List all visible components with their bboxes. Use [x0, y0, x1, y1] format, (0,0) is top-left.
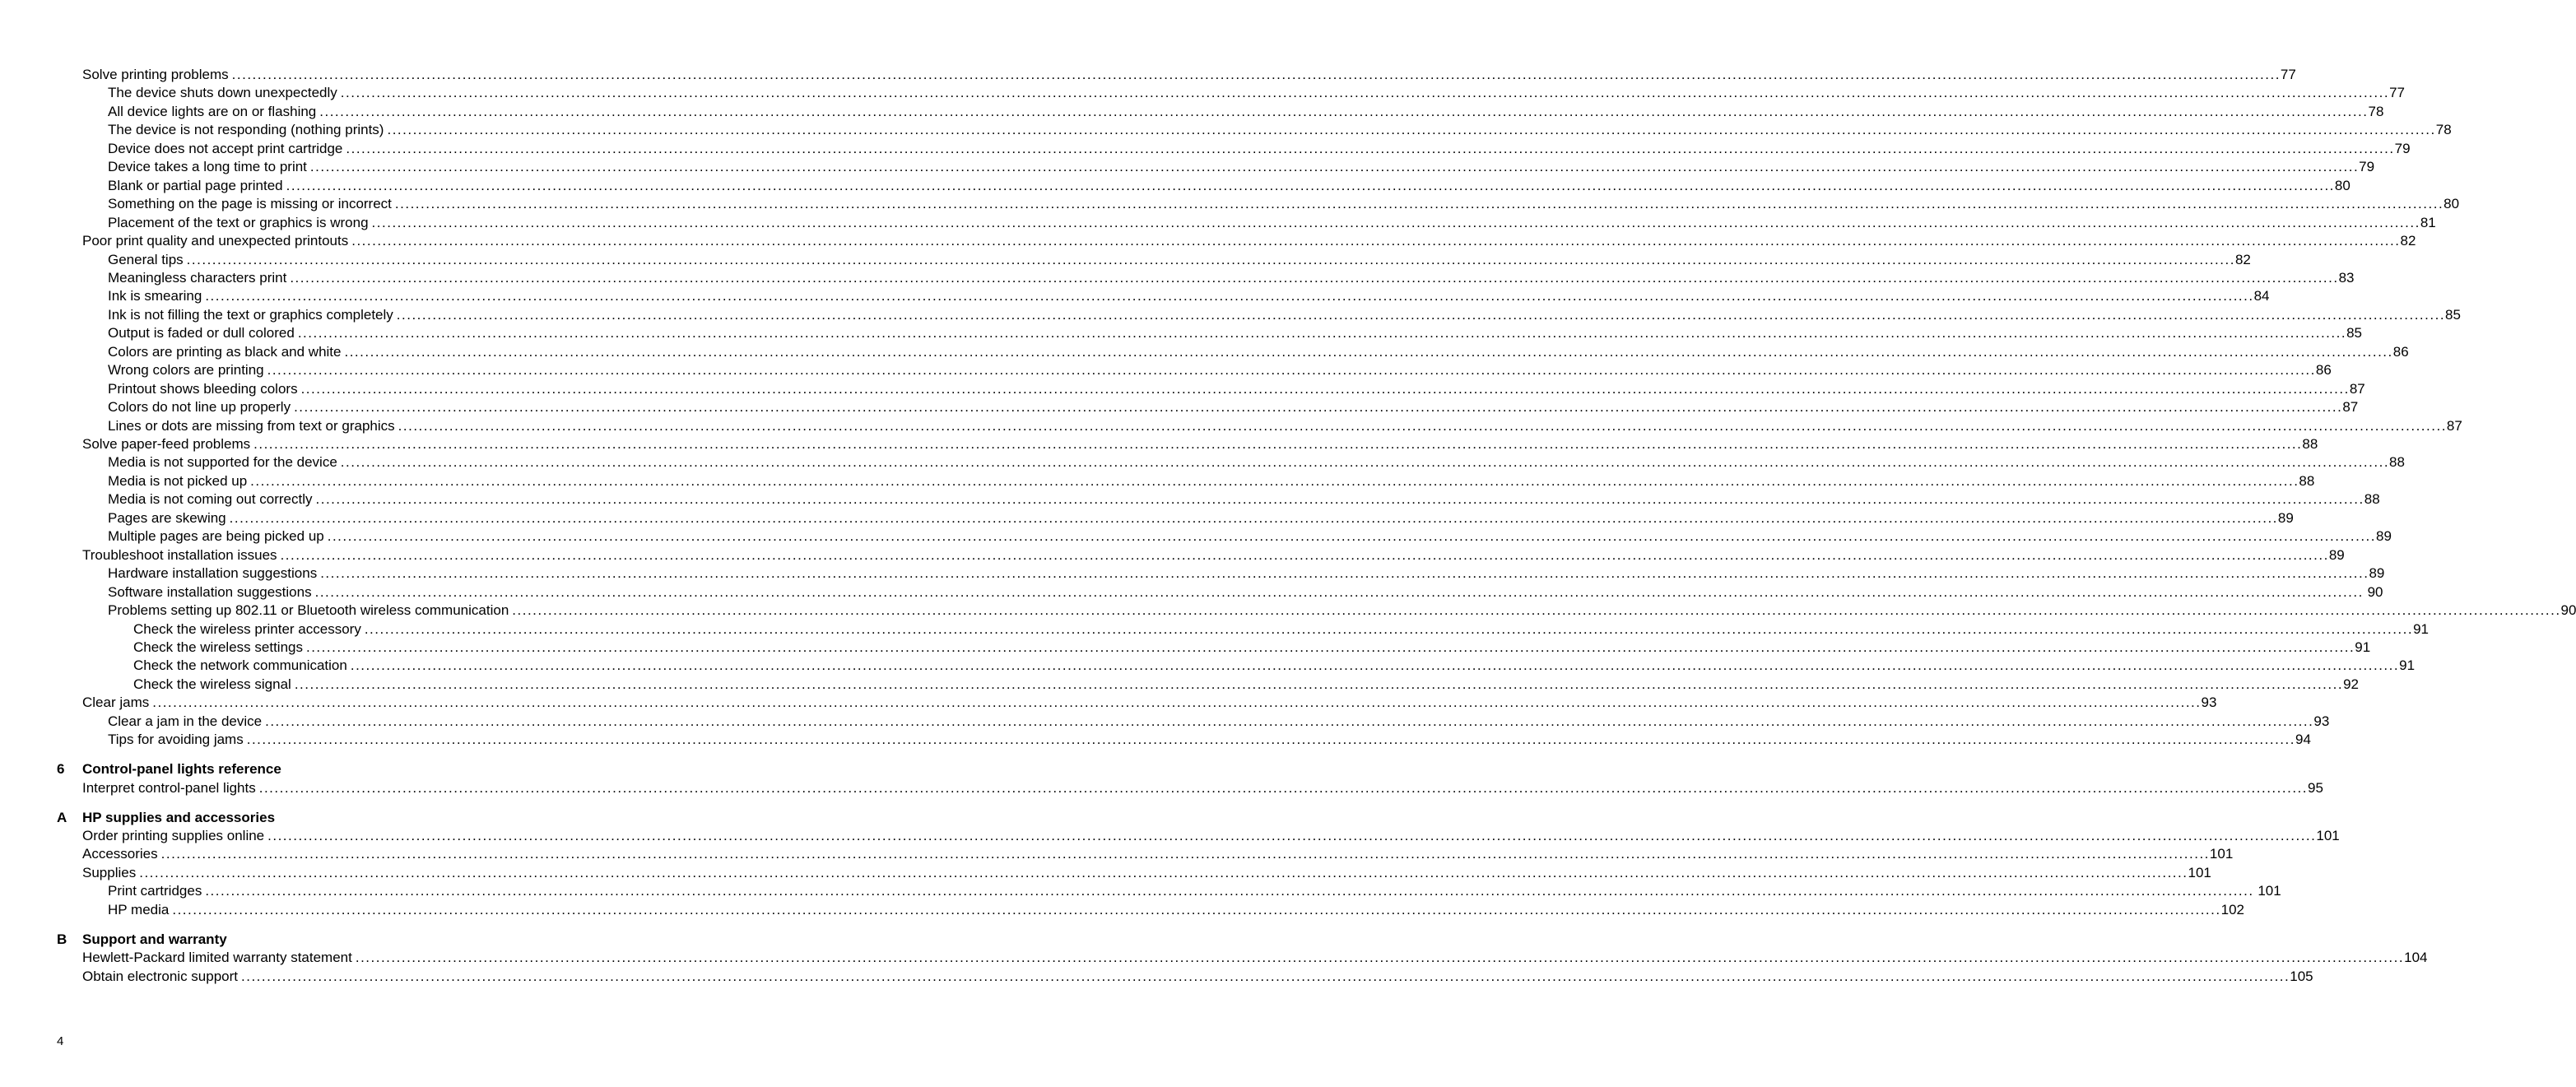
toc-entry-label: Device takes a long time to print: [108, 159, 307, 175]
toc-entry[interactable]: [108, 398, 2359, 416]
toc-entry-page-number: 78: [2368, 103, 2384, 119]
toc-entry[interactable]: [82, 232, 2416, 250]
toc-entry-label: Media is not coming out correctly: [108, 491, 313, 508]
dot-leader: ................................................................................................................................................................................................................................................................................................................................................................................................................: [305, 639, 2355, 655]
dot-leader: ................................................................................................................................................................................................................................................................................................................................................................................................................: [315, 491, 2364, 508]
dot-leader: ................................................................................................................................................................................................................................................................................................................................................................................................................: [258, 779, 2308, 796]
dot-leader: ................................................................................................................................................................................................................................................................................................................................................................................................................: [246, 732, 2295, 748]
toc-entry-label: All device lights are on or flashing: [108, 103, 317, 119]
toc-entry-page-number: 83: [2338, 269, 2355, 286]
toc-entry-label: General tips: [108, 251, 184, 267]
toc-entry-label: Blank or partial page printed: [108, 177, 283, 193]
toc-entry-page-number: 89: [2277, 509, 2294, 526]
dot-leader: ................................................................................................................................................................................................................................................................................................................................................................................................................: [394, 196, 2444, 212]
dot-leader: ................................................................................................................................................................................................................................................................................................................................................................................................................: [320, 565, 2369, 582]
toc-entry[interactable]: [82, 546, 2345, 564]
toc-entry-label: Printout shows bleeding colors: [108, 380, 298, 397]
toc-entry[interactable]: [108, 583, 2383, 602]
toc-entry[interactable]: [108, 361, 2332, 379]
toc-entry[interactable]: [82, 968, 2313, 986]
dot-leader: ................................................................................................................................................................................................................................................................................................................................................................................................................: [300, 380, 2350, 397]
dot-leader: ................................................................................................................................................................................................................................................................................................................................................................................................................: [241, 968, 2290, 984]
dot-leader: ................................................................................................................................................................................................................................................................................................................................................................................................................: [340, 85, 2390, 101]
toc-entry[interactable]: [82, 845, 2234, 863]
toc-entry[interactable]: [108, 140, 2411, 158]
toc-entry[interactable]: [82, 435, 2318, 453]
chapter-heading: [0, 760, 785, 778]
dot-leader: ................................................................................................................................................................................................................................................................................................................................................................................................................: [340, 454, 2390, 471]
toc-entry[interactable]: [108, 158, 2375, 176]
dot-leader: ................................................................................................................................................................................................................................................................................................................................................................................................................: [286, 177, 2335, 193]
dot-leader: ................................................................................................................................................................................................................................................................................................................................................................................................................: [346, 140, 2395, 156]
toc-entry[interactable]: [108, 121, 2452, 139]
toc-entry-page-number: 88: [2299, 472, 2315, 489]
toc-entry-label: Meaningless characters print: [108, 269, 287, 286]
dot-leader: ................................................................................................................................................................................................................................................................................................................................................................................................................: [267, 828, 2317, 843]
toc-entry[interactable]: [108, 472, 2315, 490]
toc-entry[interactable]: [82, 827, 2340, 845]
toc-entry[interactable]: [108, 343, 2409, 361]
toc-entry-page-number: 78: [2435, 122, 2452, 138]
toc-entry-page-number: 92: [2343, 676, 2359, 692]
toc-entry-page-number: 89: [2369, 565, 2385, 582]
toc-entry-label: Troubleshoot installation issues: [82, 546, 277, 563]
toc-entry-label: Device does not accept print cartridge: [108, 140, 343, 156]
toc-entry[interactable]: [133, 657, 2416, 675]
toc-entry[interactable]: [108, 177, 2350, 195]
toc-entry-page-number: 81: [2420, 214, 2436, 230]
chapter-number: A: [57, 809, 67, 825]
toc-entry-label: Print cartridges: [108, 883, 202, 899]
toc-entry[interactable]: [108, 306, 2461, 324]
toc-entry[interactable]: [108, 564, 2385, 583]
toc-entry-label: Colors do not line up properly: [108, 399, 291, 416]
toc-entry[interactable]: [82, 864, 2211, 882]
toc-entry[interactable]: [82, 949, 2428, 967]
toc-entry-label: Multiple pages are being picked up: [108, 528, 324, 545]
toc-entry-label: Interpret control-panel lights: [82, 779, 256, 796]
toc-entry-label: Hewlett-Packard limited warranty statement: [82, 950, 352, 966]
toc-entry-page-number: 79: [2394, 140, 2411, 156]
dot-leader: ................................................................................................................................................................................................................................................................................................................................................................................................................: [355, 950, 2405, 966]
toc-entry-label: Obtain electronic support: [82, 968, 238, 984]
toc-entry-page-number: 87: [2446, 417, 2462, 434]
toc-entry-label: Media is not picked up: [108, 472, 248, 489]
chapter-number: 6: [57, 761, 65, 778]
toc-entry-page-number: 77: [2389, 85, 2405, 101]
toc-entry[interactable]: [108, 380, 2365, 398]
dot-leader: ................................................................................................................................................................................................................................................................................................................................................................................................................: [294, 399, 2343, 416]
dot-leader: ................................................................................................................................................................................................................................................................................................................................................................................................................: [512, 602, 2561, 619]
chapter-title: Support and warranty: [82, 931, 227, 947]
dot-leader: ................................................................................................................................................................................................................................................................................................................................................................................................................: [290, 269, 2339, 286]
toc-entry-label: Output is faded or dull colored: [108, 325, 295, 341]
toc-entry-label: Supplies: [82, 864, 137, 880]
dot-leader: ................................................................................................................................................................................................................................................................................................................................................................................................................: [160, 846, 2210, 862]
toc-entry[interactable]: [108, 602, 2576, 620]
toc-entry-label: The device shuts down unexpectedly: [108, 85, 337, 101]
toc-entry[interactable]: [108, 453, 2405, 471]
toc-entry-label: Poor print quality and unexpected printouts: [82, 233, 349, 249]
toc-entry[interactable]: [108, 324, 2362, 342]
dot-leader: ................................................................................................................................................................................................................................................................................................................................................................................................................: [350, 657, 2400, 674]
dot-leader: ................................................................................................................................................................................................................................................................................................................................................................................................................: [387, 122, 2436, 138]
toc-entry-page-number: 87: [2342, 399, 2359, 416]
toc-entry-page-number: 88: [2389, 454, 2405, 471]
toc-entry-page-number: 89: [2376, 528, 2392, 545]
toc-entry-label: Problems setting up 802.11 or Bluetooth wireless communication: [108, 602, 509, 619]
toc-entry-page-number: 105: [2290, 968, 2313, 984]
toc-entry-page-number: 86: [2315, 362, 2332, 379]
toc-entry[interactable]: [108, 103, 2384, 121]
toc-entry-page-number: 91: [2399, 657, 2416, 674]
toc-entry-page-number: 85: [2346, 325, 2362, 341]
dot-leader: ................................................................................................................................................................................................................................................................................................................................................................................................................: [267, 362, 2316, 379]
dot-leader: ................................................................................................................................................................................................................................................................................................................................................................................................................: [205, 288, 2254, 304]
toc-entry-page-number: 94: [2295, 732, 2311, 748]
toc-entry-label: Ink is not filling the text or graphics completely: [108, 306, 393, 323]
toc-entry-page-number: 91: [2413, 620, 2430, 637]
toc-entry-page-number: 93: [2201, 694, 2217, 711]
toc-entry-label: Check the network communication: [133, 657, 347, 674]
dot-leader: ................................................................................................................................................................................................................................................................................................................................................................................................................: [398, 417, 2447, 434]
dot-leader: ................................................................................................................................................................................................................................................................................................................................................................................................................: [327, 528, 2376, 545]
chapter-title: HP supplies and accessories: [82, 809, 276, 825]
dot-leader: ................................................................................................................................................................................................................................................................................................................................................................................................................: [250, 472, 2299, 489]
toc-entry-label: Clear jams: [82, 694, 150, 711]
toc-entry-label: Hardware installation suggestions: [108, 565, 318, 582]
toc-entry-label: Solve printing problems: [82, 67, 229, 82]
dot-leader: ................................................................................................................................................................................................................................................................................................................................................................................................................: [280, 546, 2329, 563]
dot-leader: ................................................................................................................................................................................................................................................................................................................................................................................................................: [172, 901, 2221, 917]
toc-entry-label: Ink is smearing: [108, 288, 202, 304]
toc-entry-page-number: 91: [2355, 639, 2371, 655]
chapter-title: Control-panel lights reference: [82, 761, 281, 778]
dot-leader: ................................................................................................................................................................................................................................................................................................................................................................................................................: [265, 713, 2314, 729]
toc-entry-page-number: 90: [2560, 602, 2576, 619]
toc-entry[interactable]: [82, 66, 2296, 84]
toc-entry[interactable]: [133, 676, 2359, 694]
toc-entry-label: Solve paper-feed problems: [82, 436, 251, 452]
toc-entry[interactable]: [108, 195, 2460, 213]
toc-entry-label: Check the wireless settings: [133, 639, 303, 655]
dot-leader: ................................................................................................................................................................................................................................................................................................................................................................................................................: [364, 620, 2414, 637]
toc-entry-page-number: 101: [2253, 883, 2281, 899]
toc-entry[interactable]: [108, 287, 2270, 305]
toc-entry[interactable]: [108, 269, 2355, 287]
toc-entry-label: Wrong colors are printing: [108, 362, 264, 379]
toc-entry-label: Media is not supported for the device: [108, 454, 337, 471]
toc-entry[interactable]: [108, 214, 2436, 232]
toc-entry-label: Something on the page is missing or incorrect: [108, 196, 392, 212]
dot-leader: ................................................................................................................................................................................................................................................................................................................................................................................................................: [351, 233, 2401, 249]
toc-entry-page-number: 104: [2404, 950, 2428, 966]
toc-entry-page-number: 79: [2359, 159, 2375, 175]
toc-entry-page-number: 84: [2253, 288, 2270, 304]
toc-entry[interactable]: [82, 694, 2217, 712]
dot-leader: ................................................................................................................................................................................................................................................................................................................................................................................................................: [231, 67, 2281, 82]
page-number: 4: [57, 1034, 64, 1048]
toc-entry-page-number: 95: [2308, 779, 2323, 796]
toc-entry-page-number: 82: [2400, 233, 2416, 249]
toc-entry-page-number: 102: [2220, 901, 2244, 917]
toc-entry-page-number: 87: [2349, 380, 2365, 397]
toc-entry[interactable]: [108, 901, 2244, 919]
toc-entry-page-number: 101: [2188, 864, 2211, 880]
toc-entry-label: HP media: [108, 901, 170, 917]
dot-leader: ................................................................................................................................................................................................................................................................................................................................................................................................................: [253, 436, 2303, 452]
toc-entry-page-number: 93: [2313, 713, 2330, 729]
toc-entry[interactable]: [108, 731, 2311, 749]
toc-entry[interactable]: [133, 639, 2371, 657]
toc-entry-page-number: 80: [2443, 196, 2460, 212]
toc-entry-label: Check the wireless signal: [133, 676, 291, 692]
dot-leader: ................................................................................................................................................................................................................................................................................................................................................................................................................: [344, 343, 2393, 360]
dot-leader: ................................................................................................................................................................................................................................................................................................................................................................................................................: [186, 251, 2235, 267]
toc-entry-label: Lines or dots are missing from text or graphics: [108, 417, 395, 434]
toc-entry-page-number: 82: [2234, 251, 2251, 267]
toc-entry-page-number: 85: [2445, 306, 2461, 323]
toc-entry-label: Check the wireless printer accessory: [133, 620, 361, 637]
toc-entry[interactable]: [108, 527, 2392, 546]
dot-leader: ................................................................................................................................................................................................................................................................................................................................................................................................................: [229, 509, 2278, 526]
toc-entry-label: Accessories: [82, 846, 158, 862]
toc-entry-page-number: 86: [2392, 343, 2409, 360]
toc-entry-page-number: 101: [2316, 828, 2340, 843]
toc-entry-label: The device is not responding (nothing prints): [108, 122, 384, 138]
toc-entry[interactable]: [108, 882, 2281, 900]
dot-leader: ................................................................................................................................................................................................................................................................................................................................................................................................................: [319, 103, 2369, 119]
chapter-heading: [0, 931, 785, 949]
toc-entry[interactable]: [108, 509, 2294, 527]
toc-entry[interactable]: [133, 620, 2430, 639]
dot-leader: ................................................................................................................................................................................................................................................................................................................................................................................................................: [297, 325, 2347, 341]
dot-leader: ................................................................................................................................................................................................................................................................................................................................................................................................................: [314, 583, 2364, 600]
chapter-number: B: [57, 931, 67, 947]
toc-entry[interactable]: [82, 779, 2323, 797]
dot-leader: ................................................................................................................................................................................................................................................................................................................................................................................................................: [309, 159, 2360, 175]
toc-entry[interactable]: [108, 490, 2380, 509]
toc-entry-label: Clear a jam in the device: [108, 713, 263, 729]
dot-leader: ................................................................................................................................................................................................................................................................................................................................................................................................................: [294, 676, 2344, 692]
toc-entry-page-number: 89: [2328, 546, 2345, 563]
toc-entry-page-number: 101: [2209, 846, 2234, 862]
dot-leader: ................................................................................................................................................................................................................................................................................................................................................................................................................: [152, 694, 2202, 711]
toc-entry-label: Pages are skewing: [108, 509, 226, 526]
toc-entry-label: Colors are printing as black and white: [108, 343, 342, 360]
dot-leader: ................................................................................................................................................................................................................................................................................................................................................................................................................: [205, 883, 2254, 899]
toc-entry-page-number: 88: [2302, 436, 2318, 452]
dot-leader: ................................................................................................................................................................................................................................................................................................................................................................................................................: [139, 864, 2188, 880]
toc-entry-page-number: 80: [2334, 177, 2350, 193]
toc-entry[interactable]: [108, 417, 2462, 435]
chapter-heading: [0, 809, 785, 827]
dot-leader: ................................................................................................................................................................................................................................................................................................................................................................................................................: [371, 214, 2420, 230]
toc-entry-label: Tips for avoiding jams: [108, 732, 244, 748]
toc-entry[interactable]: [108, 251, 2251, 269]
toc-entry[interactable]: [108, 84, 2405, 102]
toc-entry-page-number: 77: [2280, 67, 2296, 82]
toc-entry-page-number: 88: [2364, 491, 2380, 508]
dot-leader: ................................................................................................................................................................................................................................................................................................................................................................................................................: [396, 306, 2446, 323]
toc-entry[interactable]: [108, 713, 2330, 731]
toc-entry-label: Order printing supplies online: [82, 828, 265, 843]
toc-entry-label: Software installation suggestions: [108, 583, 312, 600]
toc-entry-label: Placement of the text or graphics is wrong: [108, 214, 369, 230]
toc-entry-page-number: 90: [2363, 583, 2383, 600]
